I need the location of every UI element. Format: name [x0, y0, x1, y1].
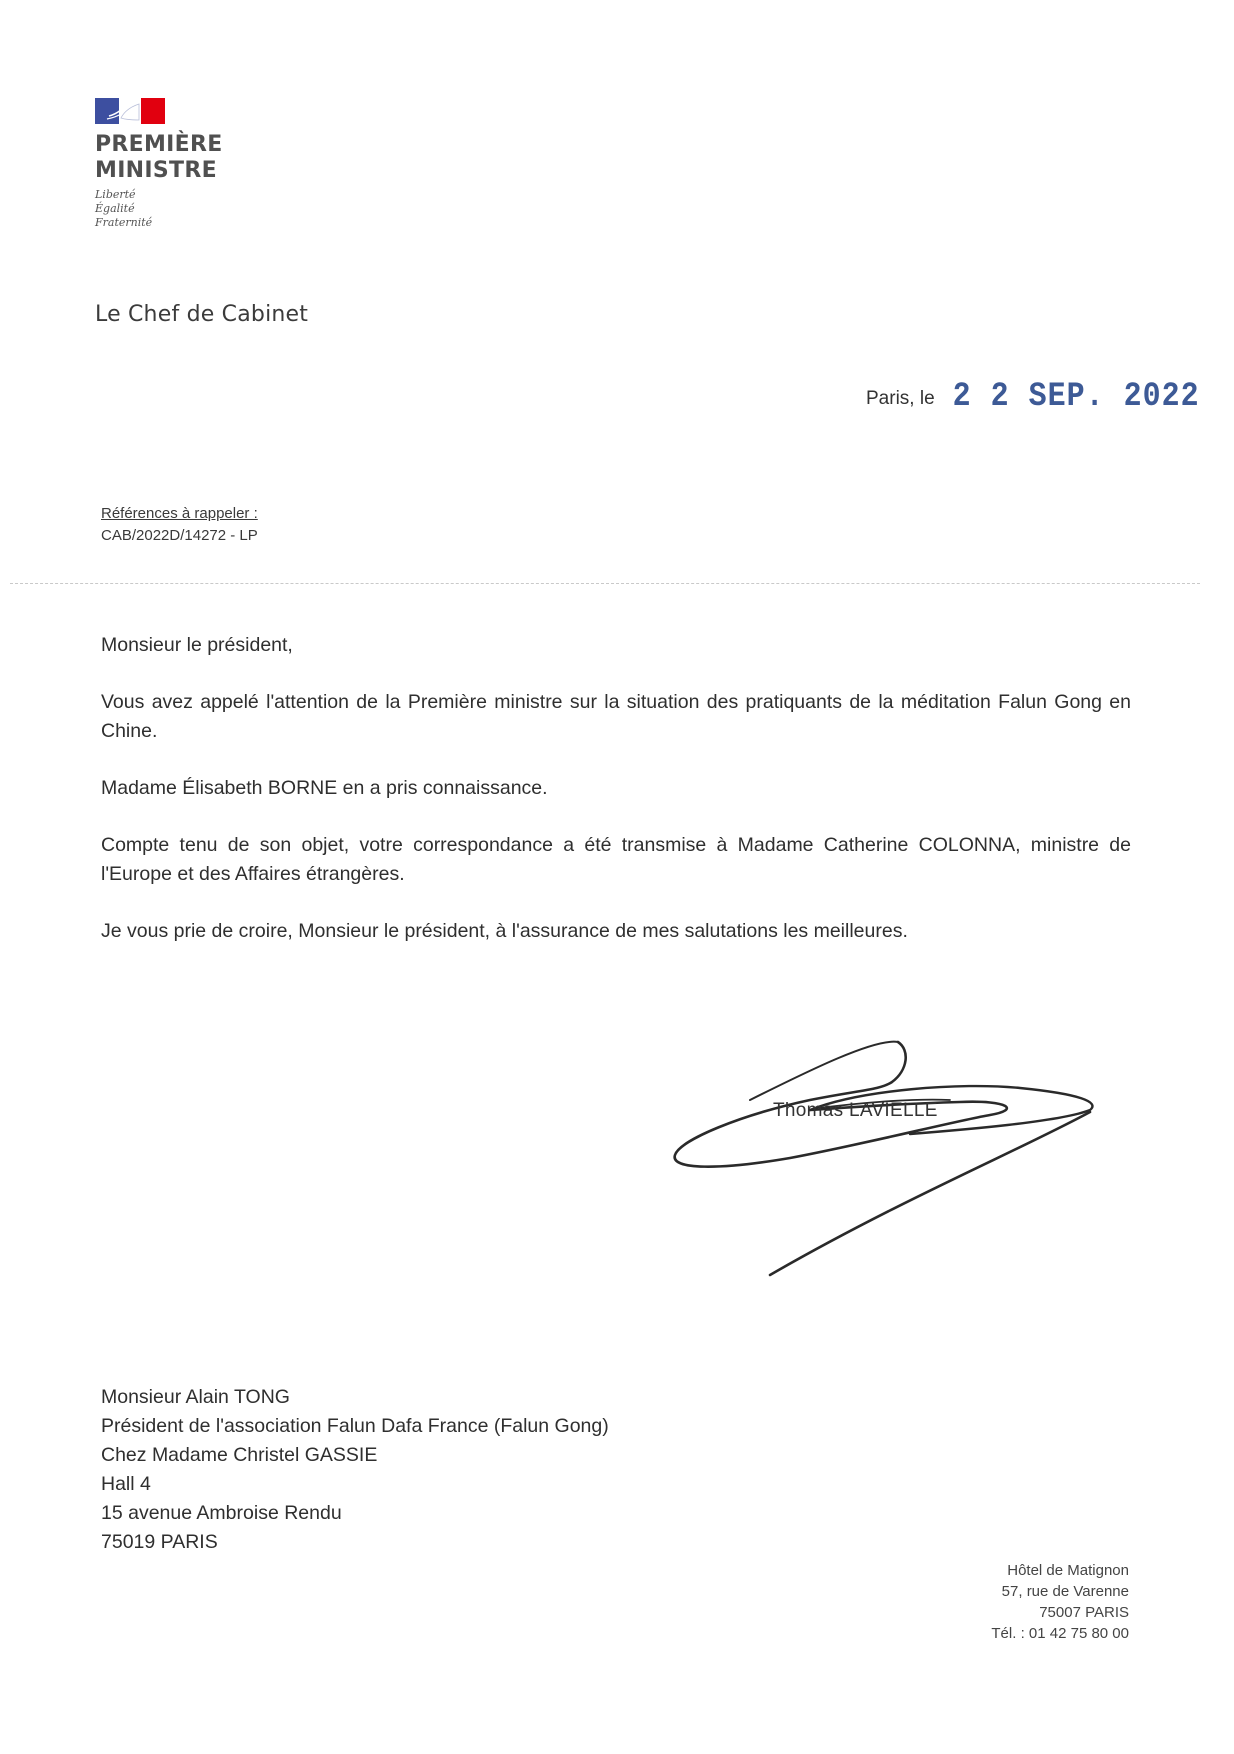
references-block [101, 503, 258, 547]
fold-line-divider [10, 583, 1200, 584]
footer-line: 75007 PARIS [1039, 1604, 1129, 1621]
signatory-name: Thomas LAVIELLE [773, 1100, 938, 1121]
body-paragraph-1: Vous avez appelé l'attention de la Première ministre sur la situation des pratiquants de la méditation Falun Gong en Chine. [101, 691, 1131, 742]
org-title-line1: PREMIÈRE [95, 132, 223, 157]
body-paragraph-2: Madame Élisabeth BORNE en a pris connaissance. [101, 777, 548, 799]
letterhead [95, 98, 315, 230]
references-label: Références à rappeler : [101, 505, 258, 522]
org-title [95, 132, 315, 184]
sender-title: Le Chef de Cabinet [95, 302, 309, 327]
sender-address-footer [991, 1560, 1129, 1644]
org-title-line2: MINISTRE [95, 158, 217, 183]
handwritten-signature [660, 1030, 1120, 1290]
recipient-line: Chez Madame Christel GASSIE [101, 1444, 378, 1466]
body-paragraph-3: Compte tenu de son objet, votre correspondance a été transmise à Madame Catherine COLONNA, ministre de l'Europe et des Affaires étrangères. [101, 834, 1131, 885]
signature-area [660, 1030, 1120, 1290]
footer-line: 57, rue de Varenne [1001, 1583, 1129, 1600]
recipient-line: Président de l'association Falun Dafa France (Falun Gong) [101, 1415, 609, 1437]
republic-motto [95, 188, 315, 230]
salutation: Monsieur le président, [101, 634, 293, 656]
closing-paragraph: Je vous prie de croire, Monsieur le président, à l'assurance de mes salutations les meilleures. [101, 920, 908, 942]
motto-egalite: Égalité [95, 202, 135, 215]
marianne-flag-icon [95, 98, 165, 124]
recipient-line: Monsieur Alain TONG [101, 1386, 290, 1408]
recipient-line: 75019 PARIS [101, 1531, 218, 1553]
recipient-address [101, 1383, 609, 1557]
date-line [866, 377, 1200, 417]
recipient-line: 15 avenue Ambroise Rendu [101, 1502, 342, 1524]
date-stamp: 2 2 SEP. 2022 [952, 377, 1200, 417]
footer-line: Tél. : 01 42 75 80 00 [991, 1625, 1129, 1642]
recipient-line: Hall 4 [101, 1473, 151, 1495]
references-code: CAB/2022D/14272 - LP [101, 527, 258, 544]
footer-line: Hôtel de Matignon [1007, 1562, 1129, 1579]
letter-body [101, 631, 1131, 974]
date-prefix: Paris, le [866, 388, 935, 409]
motto-fraternite: Fraternité [95, 216, 153, 229]
motto-liberte: Liberté [95, 188, 136, 201]
